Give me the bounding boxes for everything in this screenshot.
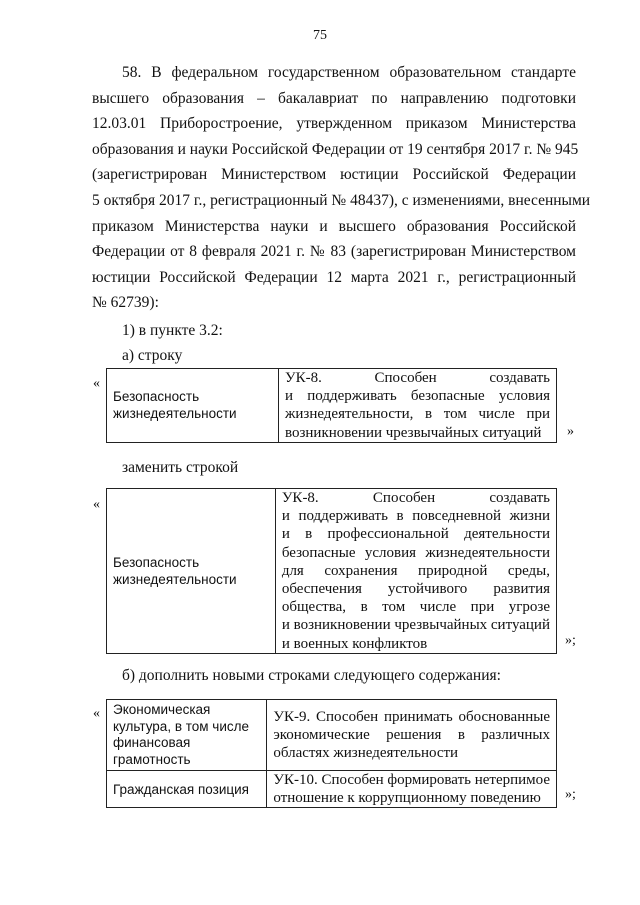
competency-description-cell	[279, 369, 557, 443]
competency-name-line: Безопасность	[113, 554, 200, 570]
quote-open: «	[93, 706, 100, 721]
description-line: и поддерживать в повседневной жизни	[281, 508, 550, 525]
table-row	[107, 771, 557, 808]
paragraph-58-body	[92, 60, 591, 316]
description-line: и в профессиональной деятельности	[281, 526, 550, 543]
competency-name-line: грамотность	[113, 751, 191, 767]
old-row-table	[106, 368, 557, 443]
description-line: возникновении чрезвычайных ситуаций	[285, 424, 542, 441]
paragraph-line: 5 октября 2017 г., регистрационный № 48437), с изменениями, внесенными	[92, 191, 591, 209]
quote-close: »	[567, 424, 574, 439]
quote-open: «	[93, 376, 100, 391]
paragraph-line: приказом Министерства науки и высшего образования Российской	[92, 217, 576, 235]
description-line: обеспечения устойчивого развития	[281, 581, 550, 598]
quote-close-semicolon: »;	[565, 787, 576, 802]
paragraph-line: 12.03.01 Приборостроение, утвержденном приказом Министерства	[92, 115, 576, 133]
competency-name-cell	[107, 489, 276, 654]
description-line: для сохранения природной среды,	[281, 562, 550, 579]
paragraph-line: 58. В федеральном государственном образовательном стандарте	[122, 64, 576, 81]
quote-open: «	[93, 497, 100, 512]
paragraph-line: юстиции Российской Федерации 12 марта 2021 г., регистрационный	[92, 268, 576, 286]
description-line: экономические решения в различных	[273, 726, 550, 743]
paragraph-line: (зарегистрирован Министерством юстиции Российской Федерации	[92, 166, 576, 184]
paragraph-line: высшего образования – бакалавриат по направлению подготовки	[92, 89, 576, 107]
page-number: 75	[313, 28, 327, 43]
competency-description-cell	[267, 771, 557, 808]
paragraph-line: Федерации от 8 февраля 2021 г. № 83 (зарегистрирован Министерством	[92, 243, 576, 261]
competency-name-line: Гражданская позиция	[113, 781, 249, 797]
table-row	[107, 700, 557, 771]
competency-name-line: культура, в том числе	[113, 718, 250, 734]
description-line: УК-9. Способен принимать обоснованные	[273, 708, 550, 725]
replace-with-label: заменить строкой	[122, 459, 239, 476]
competency-name-line: Экономическая	[113, 702, 211, 717]
competency-name-line: жизнедеятельности	[113, 406, 237, 422]
description-line: отношение к коррупционному поведению	[273, 790, 541, 807]
description-line: УК-8. Способен создавать	[281, 490, 550, 506]
item-a: а) строку	[122, 347, 183, 364]
paragraph-line: № 62739):	[92, 294, 159, 312]
table-row	[107, 369, 557, 443]
description-line: жизнедеятельности, в том числе при	[285, 406, 550, 423]
item-b: б) дополнить новыми строками следующего содержания:	[122, 667, 501, 684]
competency-name-line: финансовая	[113, 735, 191, 750]
description-line: областях жизнедеятельности	[273, 745, 459, 762]
description-line: и поддерживать безопасные условия	[285, 388, 550, 405]
description-line: УК-8. Способен создавать	[285, 370, 550, 386]
description-line: общества, в том числе при угрозе	[281, 599, 550, 616]
description-line: УК-10. Способен формировать нетерпимое	[273, 772, 550, 788]
competency-name-cell	[107, 700, 267, 771]
competency-description-cell	[275, 489, 556, 654]
item-1: 1) в пункте 3.2:	[122, 322, 223, 339]
description-line: и военных конфликтов	[281, 635, 428, 652]
competency-name-line: Безопасность	[113, 389, 200, 405]
paragraph-line: образования и науки Российской Федерации от 19 сентября 2017 г. № 945	[92, 140, 579, 158]
table-row	[107, 489, 557, 654]
competency-description-cell	[267, 700, 557, 771]
description-line: безопасные условия жизнедеятельности	[281, 544, 550, 561]
quote-close-semicolon: »;	[565, 633, 576, 648]
description-line: и возникновении чрезвычайных ситуаций	[281, 617, 550, 634]
new-row-table	[106, 488, 557, 654]
competency-name-cell	[107, 771, 267, 808]
competency-name-line: жизнедеятельности	[113, 571, 237, 587]
added-rows-table	[106, 699, 557, 808]
competency-name-cell	[107, 369, 279, 443]
